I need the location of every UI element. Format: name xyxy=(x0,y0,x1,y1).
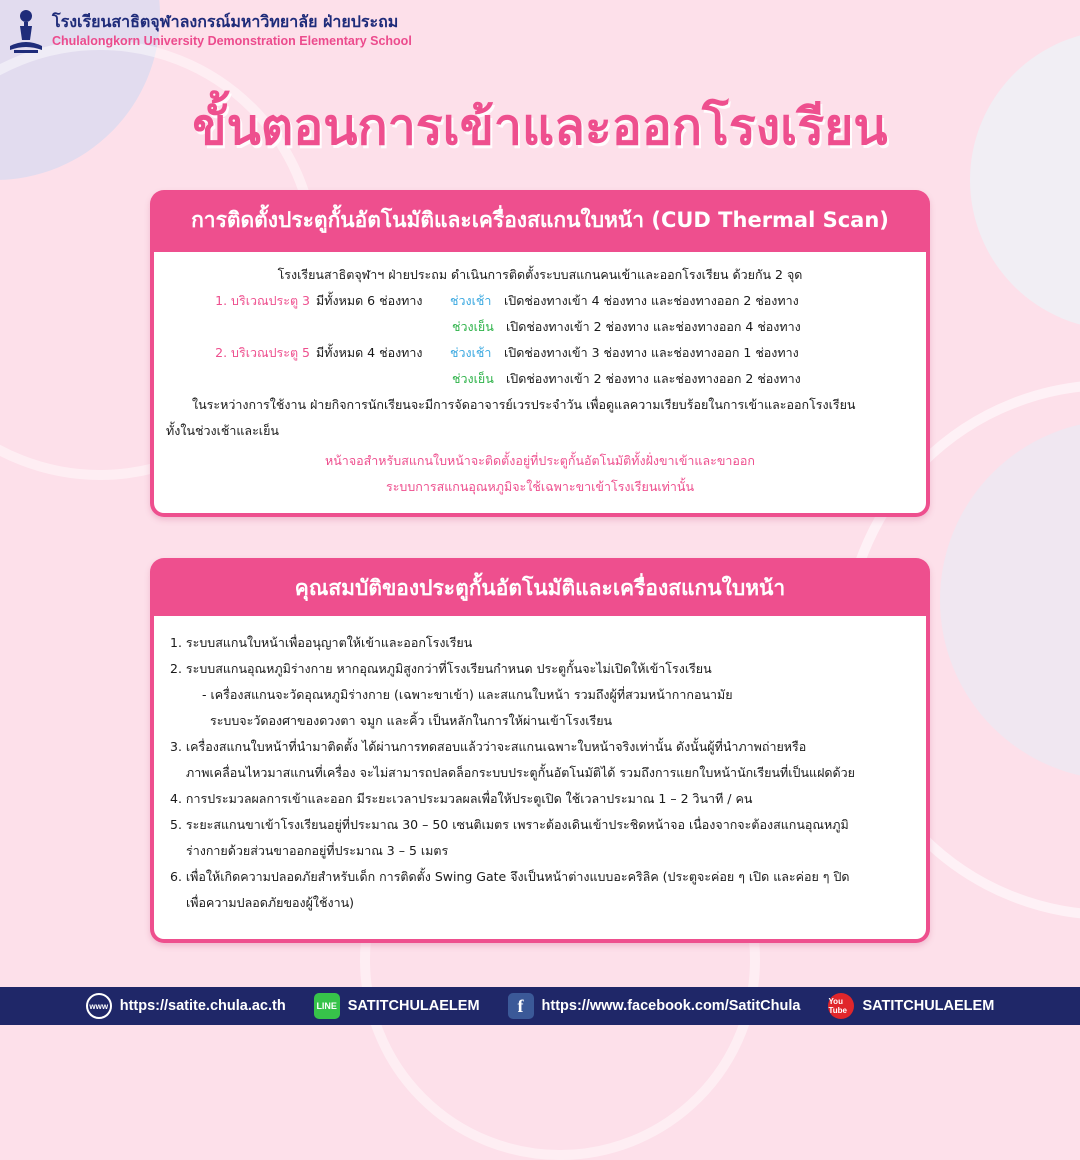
footer-website[interactable] xyxy=(86,993,286,1019)
school-name-english: Chulalongkorn University Demonstration Elementary School xyxy=(52,34,412,48)
youtube-icon: You Tube xyxy=(828,993,854,1019)
website-link[interactable]: https://satite.chula.ac.th xyxy=(119,998,286,1014)
scallop-border xyxy=(154,609,926,618)
features-card xyxy=(150,558,930,943)
scanner-note: หน้าจอสำหรับสแกนใบหน้าจะติดตั้งอยู่ที่ประตูกั้นอัตโนมัติทั้งฝั่งขาเข้าและขาออก xyxy=(325,453,755,468)
feature-line: ร่างกายด้วยส่วนขาออกอยู่ที่ประมาณ 3 – 5 เมตร xyxy=(186,843,449,858)
feature-line: - เครื่องสแกนจะวัดอุณหภูมิร่างกาย (เฉพาะขาเข้า) และสแกนใบหน้า รวมถึงผู้ที่สวมหน้ากากอนามัย xyxy=(202,687,733,702)
gate-row xyxy=(154,314,926,340)
gate-count: มีทั้งหมด 4 ช่องทาง xyxy=(316,345,423,360)
footer-bar xyxy=(0,987,1080,1025)
installation-intro: โรงเรียนสาธิตจุฬาฯ ฝ่ายประถม ดำเนินการติดตั้งระบบสแกนคนเข้าและออกโรงเรียน ด้วยกัน 2 จุด xyxy=(277,267,803,282)
gate-schedule: เปิดช่องทางเข้า 2 ช่องทาง และช่องทางออก 4 ช่องทาง xyxy=(506,319,801,334)
scanner-note: ระบบการสแกนอุณหภูมิจะใช้เฉพาะขาเข้าโรงเรียนเท่านั้น xyxy=(385,479,694,494)
gate-row xyxy=(154,366,926,392)
facebook-link[interactable]: https://www.facebook.com/SatitChula xyxy=(541,998,801,1014)
footer-facebook[interactable] xyxy=(508,993,801,1019)
line-app-icon: LINE xyxy=(314,993,340,1019)
school-header xyxy=(8,8,412,54)
page-title: ขั้นตอนการเข้าและออกโรงเรียน xyxy=(192,98,888,156)
gate-schedule: เปิดช่องทางเข้า 3 ช่องทาง และช่องทางออก 1 ช่องทาง xyxy=(504,345,799,360)
facebook-icon: f xyxy=(508,993,534,1019)
duty-paragraph-line: ทั้งในช่วงเช้าและเย็น xyxy=(166,423,279,438)
time-label-morning: ช่วงเช้า xyxy=(450,345,492,360)
youtube-channel[interactable]: SATITCHULAELEM xyxy=(862,998,995,1014)
feature-line: 3. เครื่องสแกนใบหน้าที่นำมาติดตั้ง ได้ผ่านการทดสอบแล้วว่าจะสแกนเฉพาะใบหน้าจริงเท่านั้น ดังนั้นผู้ที่นำภาพถ่ายหรือ xyxy=(170,739,807,754)
school-name-thai: โรงเรียนสาธิตจุฬาลงกรณ์มหาวิทยาลัย ฝ่ายประถม xyxy=(52,12,399,31)
feature-line: 2. ระบบสแกนอุณหภูมิร่างกาย หากอุณหภูมิสูงกว่าที่โรงเรียนกำหนด ประตูกั้นจะไม่เปิดให้เข้าโรงเรียน xyxy=(170,661,712,676)
features-card-body xyxy=(154,616,926,939)
time-label-evening: ช่วงเย็น xyxy=(452,319,494,334)
installation-card-body xyxy=(154,252,926,513)
gate-schedule: เปิดช่องทางเข้า 4 ช่องทาง และช่องทางออก 2 ช่องทาง xyxy=(504,293,799,308)
bg-circle-top-right xyxy=(970,30,1080,330)
line-id[interactable]: SATITCHULAELEM xyxy=(347,998,480,1014)
gate-label: 2. บริเวณประตู 5 xyxy=(215,345,310,360)
gate-count: มีทั้งหมด 6 ช่องทาง xyxy=(316,293,423,308)
time-label-evening: ช่วงเย็น xyxy=(452,371,494,386)
duty-paragraph-line: ในระหว่างการใช้งาน ฝ่ายกิจการนักเรียนจะมีการจัดอาจารย์เวรประจำวัน เพื่อดูแลความเรียบร้อยในการเข้าและออกโรงเรียน xyxy=(192,397,856,412)
footer-youtube[interactable] xyxy=(828,993,994,1019)
feature-line: 5. ระยะสแกนขาเข้าโรงเรียนอยู่ที่ประมาณ 30 – 50 เซนติเมตร เพราะต้องเดินเข้าประชิดหน้าจอ เนื่องจากจะต้องสแกนอุณหภูมิ xyxy=(170,817,849,832)
features-list xyxy=(154,616,926,916)
gate-row xyxy=(154,340,926,366)
installation-card-heading: การติดตั้งประตูกั้นอัตโนมัติและเครื่องสแกนใบหน้า (CUD Thermal Scan) xyxy=(191,207,889,232)
footer-line[interactable] xyxy=(314,993,480,1019)
gate-schedule: เปิดช่องทางเข้า 2 ช่องทาง และช่องทางออก 2 ช่องทาง xyxy=(506,371,801,386)
feature-line: 1. ระบบสแกนใบหน้าเพื่ออนุญาตให้เข้าและออกโรงเรียน xyxy=(170,635,473,650)
feature-line: ระบบจะวัดองศาของดวงตา จมูก และคิ้ว เป็นหลักในการให้ผ่านเข้าโรงเรียน xyxy=(210,713,613,728)
feature-line: 4. การประมวลผลการเข้าและออก มีระยะเวลาประมวลผลเพื่อให้ประตูเปิด ใช้เวลาประมาณ 1 – 2 วินาที / คน xyxy=(170,791,753,806)
gate-row xyxy=(154,288,926,314)
feature-line: ภาพเคลื่อนไหวมาสแกนที่เครื่อง จะไม่สามารถปลดล็อกระบบประตูกั้นอัตโนมัติได้ รวมถึงการแยกใบหน้านักเรียนที่เป็นแฝดด้วย xyxy=(186,765,855,780)
school-logo-icon xyxy=(8,8,44,54)
feature-line: 6. เพื่อให้เกิดความปลอดภัยสำหรับเด็ก การติดตั้ง Swing Gate จึงเป็นหน้าต่างแบบอะคริลิค (ประตูจะค่อย ๆ เปิด และค่อย ๆ ปิด xyxy=(170,869,850,884)
gate-label: 1. บริเวณประตู 3 xyxy=(215,293,310,308)
time-label-morning: ช่วงเช้า xyxy=(450,293,492,308)
scallop-border xyxy=(154,245,926,254)
feature-line: เพื่อความปลอดภัยของผู้ใช้งาน) xyxy=(186,895,355,910)
globe-icon: www xyxy=(86,993,112,1019)
features-card-heading: คุณสมบัติของประตูกั้นอัตโนมัติและเครื่องสแกนใบหน้า xyxy=(294,575,786,600)
installation-card xyxy=(150,190,930,517)
